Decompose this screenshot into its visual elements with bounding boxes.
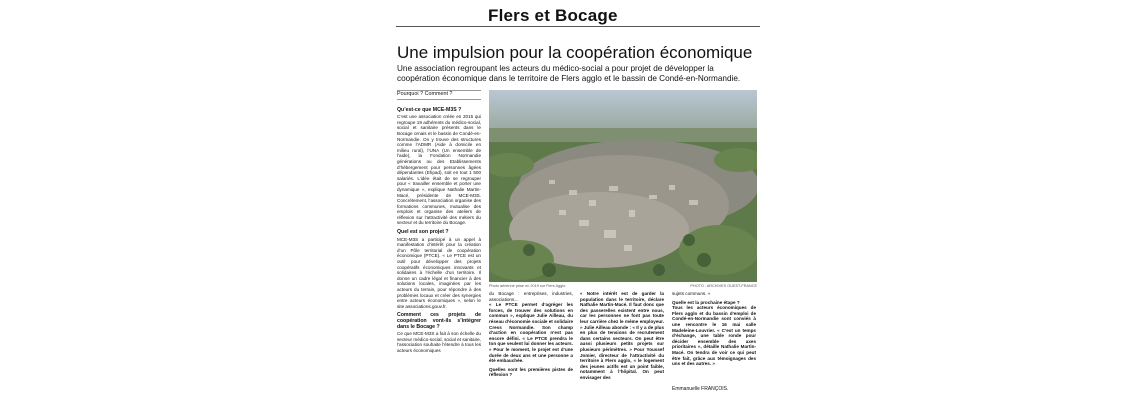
section-title: Flers et Bocage: [488, 6, 618, 25]
column-question: Quelle est la prochaine étape ?: [672, 299, 740, 305]
article-column: [489, 291, 573, 378]
article-column: [580, 291, 664, 381]
article-headline: Une impulsion pour la coopération économique: [397, 43, 753, 62]
column-paragraph: « Notre intérêt est de garder la population dans le territoire, déclare Nathalie Martin-Macé. Il faut donc que des passerelles existent entre nous, car les personnes ne font pas toute leur carrière chez le même employeur. » Julie Ailleau abonde : « Il y a de plus en plus de tensions de recrutement dans certains secteurs. On peut être aussi plusieurs petits projets sur plusieurs périmètres. » Pour Youssef Jomier, directeur de l’attractivité du territoire à Flers agglo, « le logement des jeunes actifs est un point faible, notamment à l’hôpital. On peut envisager des: [580, 291, 664, 380]
article-lead: Une association regroupant les acteurs du médico-social a pour projet de développer la coopération économique dans le territoire de Flers agglo et le bassin de Condé-en-Normandie.: [397, 64, 741, 83]
section-rule: [396, 26, 760, 27]
aerial-photo: [489, 90, 757, 282]
article-column: [672, 291, 756, 367]
photo-caption: Photo aérienne prise en 2019 sur Flers Agglo.: [489, 284, 567, 288]
column-paragraph: Tous les acteurs économiques de Flers agglo et du bassin d’emploi de Condé-en-Normandie sont conviés à une rencontre le 16 mai salle Madeleine-Louvrier. « C’est un temps d’échange, une table ronde pour décider ensemble des axes prioritaires », détaille Nathalie Martin-Macé. On tendra de voir ce qui peut être fait, grâce aux témoignages des uns et des autres. »: [672, 305, 756, 367]
sidebar-box: [397, 90, 481, 354]
photo-credit: PHOTO : ARCHIVES OUEST-FRANCE: [690, 284, 757, 288]
sidebar-answer: MCE-M3S a participé à un appel à manifestation d’intérêt pour la création d’un Pôle territorial de coopération économique (PTCE). « Le PTCE est un outil pour développer des projets coopératifs économiques innovants et solidaires à l’échelle d’un territoire. Il donne un cadre légal et financier à des solutions locales, imaginées par les acteurs du terrain, pour répondre à des problèmes locaux et créer des synergies entre acteurs économiques », selon le site associations.gouv.fr.: [397, 236, 481, 309]
photo-caption-row: [489, 284, 757, 288]
sidebar-kicker: Pourquoi ? Comment ?: [397, 90, 481, 100]
column-paragraph: sujets communs. »: [672, 291, 711, 296]
column-paragraph: « Le PTCE permet d’agréger les forces, de trouver des solutions en commun », explique Julie Ailleau, du réseau d’économie sociale et solidaire Cress Normandie. Son champ d’action en coopération n’est pas encore défini. « Le PTCE prendra le ton que veulent lui donner les acteurs. » Pour le moment, le projet est d’une durée de deux ans et une personne a été embauchée.: [489, 302, 573, 364]
column-paragraph: du Bocage : entreprises, industries, associations…: [489, 291, 573, 302]
sidebar-question: Quel est son projet ?: [397, 229, 449, 236]
sidebar-answer: Ce que MCE-M3S a fait à son échelle du secteur médico-social, social et sanitaire, l’association souhaite l’étendre à tous les acteurs économiques: [397, 331, 481, 353]
author-signature: Emmanuelle FRANÇOIS.: [672, 386, 729, 392]
sidebar-question: Comment ces projets de coopération vont-ils s’intégrer dans le Bocage ?: [397, 312, 481, 330]
sidebar-question: Qu’est-ce que MCE-M3S ?: [397, 106, 462, 113]
column-question: Quelles sont les premières pistes de réflexion ?: [489, 366, 573, 378]
sidebar-answer: C’est une association créée en 2015 qui regroupe 19 adhérents du médico-social, social et sanitaire présents dans le Bocage ornais et le bassin de Condé-en-Normandie. On y trouve des structures comme l’ADMR (Aide à domicile en milieu rural), l’UNA (Un ensemble de l’aide), la Fondation Normandie générations ou des Etablissements d’hébergement pour personnes âgées dépendantes (Ehpad), soit en tout 1 500 salariés. L’idée était de se regrouper pour « travailler ensemble et porter une dynamique », explique Nathalie Martin-Macé, présidente de MCE-M3S. Concrètement, l’association organise des formations communes, mutualise des emplois et organise des ateliers de réflexion sur l’attractivité des métiers du secteur et du territoire du Bocage.: [397, 114, 482, 226]
